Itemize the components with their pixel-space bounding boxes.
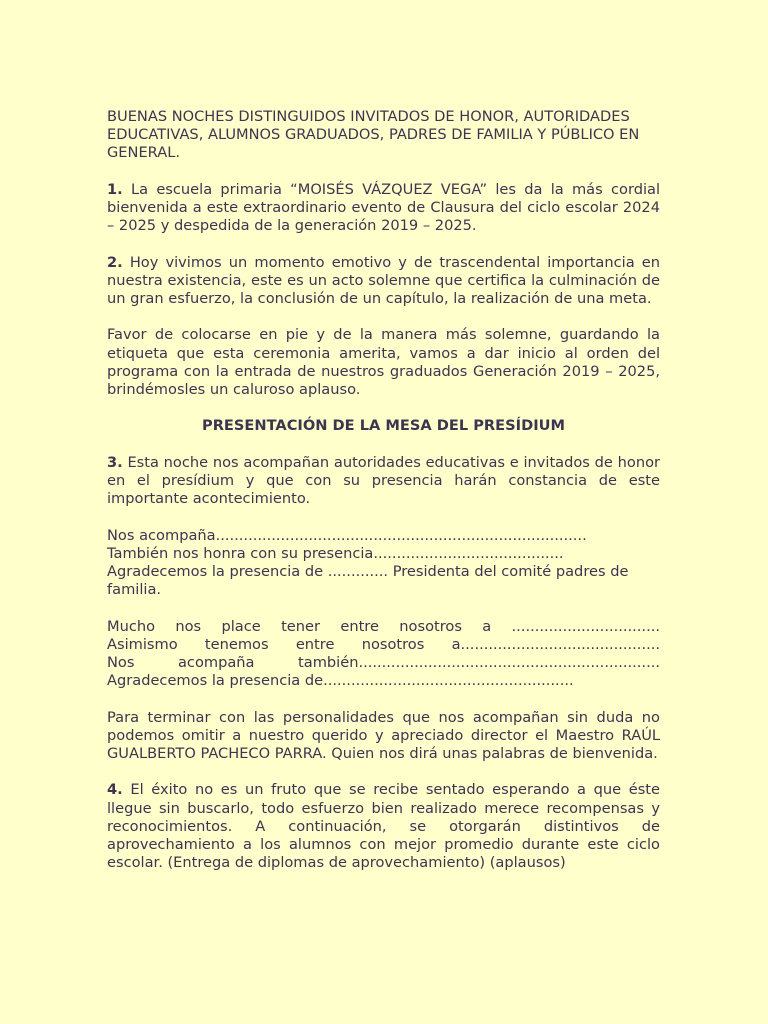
paragraph-1 xyxy=(107,181,660,236)
paragraph-3-number: 3. xyxy=(107,453,123,471)
guests-list-a xyxy=(107,527,660,600)
guest-line-7: Agradecemos la presencia de...................................................... xyxy=(107,672,574,690)
paragraph-4-number: 4. xyxy=(107,781,123,799)
paragraph-4-text: El éxito no es un fruto que se recibe sentado esperando a que éste llegue sin buscarlo, todo esfuerzo bien realizado merece recompensas y reconocimientos. A continuación, se otorgarán distintivos de aprovechamiento a los alumnos con mejor promedio durante este ciclo escolar. (Entrega de diplomas de aprovechamiento) (aplausos) xyxy=(107,781,661,872)
section-heading: PRESENTACIÓN DE LA MESA DEL PRESÍDIUM xyxy=(202,417,565,435)
paragraph-4 xyxy=(107,781,660,872)
greeting-paragraph: BUENAS NOCHES DISTINGUIDOS INVITADOS DE HONOR, AUTORIDADES EDUCATIVAS, ALUMNOS GRADUADOS, PADRES DE FAMILIA Y PÚBLICO EN GENERAL. xyxy=(107,108,640,162)
paragraph-2-number: 2. xyxy=(107,253,123,271)
paragraph-3 xyxy=(107,454,660,509)
guest-line-2: También nos honra con su presencia......................................... xyxy=(107,544,564,562)
paragraph-director: Para terminar con las personalidades que nos acompañan sin duda no podemos omitir a nuestro querido y apreciado director el Maestro RAÚL GUALBERTO PACHECO PARRA. Quien nos dirá unas palabras de bienvenida. xyxy=(107,708,660,762)
paragraph-1-number: 1. xyxy=(107,180,123,198)
guests-list-b xyxy=(107,618,660,691)
guest-line-3: Agradecemos la presencia de ............. Presidenta del comité padres de familia. xyxy=(107,562,629,599)
guest-line-4: Mucho nos place tener entre nosotros a ................................ xyxy=(107,617,660,635)
paragraph-3-text: Esta noche nos acompañan autoridades educativas e invitados de honor en el presídium y que con su presencia harán constancia de este importante acontecimiento. xyxy=(107,453,660,508)
paragraph-1-text: La escuela primaria “MOISÉS VÁZQUEZ VEGA” les da la más cordial bienvenida a este extraordinario evento de Clausura del ciclo escolar 2024 – 2025 y despedida de la generación 2019 – 2025. xyxy=(107,180,661,235)
guest-line-5: Asimismo tenemos entre nosotros a........................................... xyxy=(107,635,660,653)
document-body xyxy=(107,108,660,891)
paragraph-2-text: Hoy vivimos un momento emotivo y de trascendental importancia en nuestra existencia, este es un acto solemne que certifica la culminación de un gran esfuerzo, la conclusión de un capítulo, la realización de una meta. xyxy=(107,253,660,307)
guest-line-1: Nos acompaña................................................................................ xyxy=(107,526,587,544)
guest-line-6: Nos acompaña también................................................................. xyxy=(107,653,660,671)
paragraph-favor: Favor de colocarse en pie y de la manera más solemne, guardando la etiqueta que esta ceremonia amerita, vamos a dar inicio al orden del programa con la entrada de nuestros graduados Generación 2019 – 2025, brindémosles un caluroso aplauso. xyxy=(107,326,660,398)
paragraph-2 xyxy=(107,254,660,309)
